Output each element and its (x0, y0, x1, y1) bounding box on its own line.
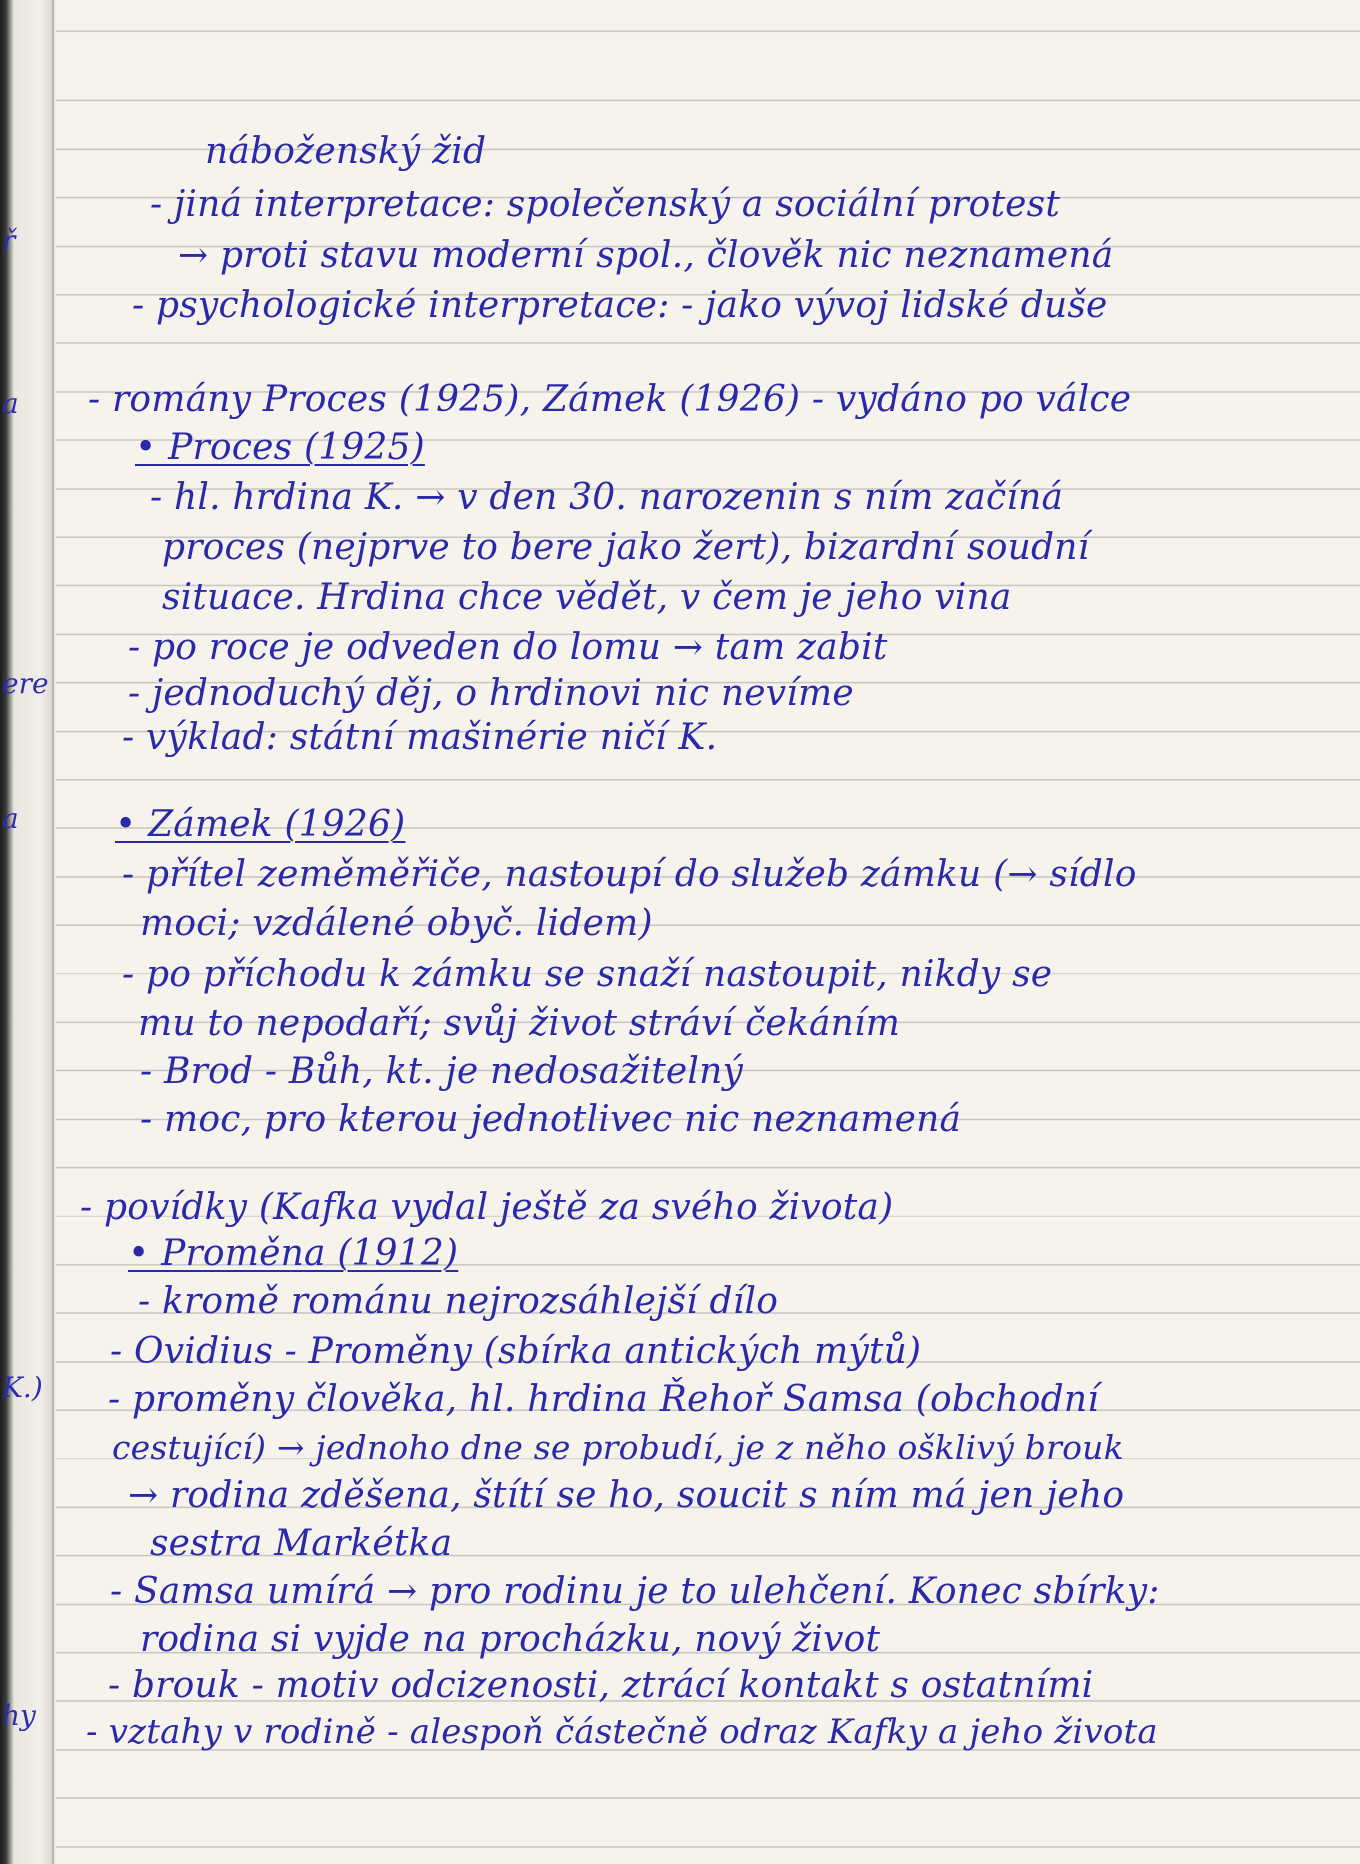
note-line: - psychologické interpretace: - jako vývoj lidské duše (132, 285, 1108, 326)
margin-fragment: ere (2, 668, 49, 700)
note-line: - povídky (Kafka vydal ještě za svého života) (80, 1187, 894, 1228)
note-line: cestující) → jednoho dne se probudí, je z něho ošklivý brouk (112, 1428, 1124, 1467)
margin-fragment: K.) (2, 1372, 43, 1404)
note-line: - romány Proces (1925), Zámek (1926) - vydáno po válce (88, 379, 1132, 420)
note-line: - jiná interpretace: společenský a sociální protest (150, 184, 1061, 225)
note-line: - proměny člověka, hl. hrdina Řehoř Samsa (obchodní (108, 1379, 1100, 1420)
section-heading: • Proces (1925) (135, 427, 425, 468)
note-line: sestra Markétka (150, 1523, 453, 1564)
note-line: proces (nejprve to bere jako žert), bizardní soudní (162, 527, 1090, 568)
margin-line (52, 0, 54, 1864)
margin-fragment: hy (2, 1700, 36, 1732)
note-line: - přítel zeměměřiče, nastoupí do služeb zámku (→ sídlo (122, 854, 1137, 895)
note-line: → rodina zděšena, štítí se ho, soucit s ním má jen jeho (128, 1475, 1125, 1516)
note-line: situace. Hrdina chce vědět, v čem je jeho vina (162, 577, 1012, 618)
margin-fragment: a (2, 388, 19, 420)
note-line: - kromě románu nejrozsáhlejší dílo (138, 1281, 779, 1322)
note-line: mu to nepodaří; svůj život stráví čekáním (138, 1003, 901, 1044)
note-line: - Ovidius - Proměny (sbírka antických mýtů) (110, 1331, 922, 1372)
note-line: - Brod - Bůh, kt. je nedosažitelný (140, 1051, 744, 1092)
section-heading: • Proměna (1912) (128, 1233, 459, 1274)
note-line: - vztahy v rodině - alespoň částečně odraz Kafky a jeho života (86, 1712, 1158, 1752)
note-line: moci; vzdálené obyč. lidem) (140, 903, 653, 944)
note-line: - brouk - motiv odcizenosti, ztrácí kontakt s ostatními (108, 1665, 1094, 1706)
note-line: - jednoduchý děj, o hrdinovi nic nevíme (128, 673, 854, 714)
note-line: - po příchodu k zámku se snaží nastoupit, nikdy se (122, 954, 1053, 995)
margin-fragment: a (2, 803, 19, 835)
margin-fragment: ř (2, 225, 16, 257)
note-line: - Samsa umírá → pro rodinu je to ulehčení. Konec sbírky: (110, 1571, 1160, 1612)
note-line: - hl. hrdina K. → v den 30. narozenin s ním začíná (150, 477, 1064, 518)
note-line: - po roce je odveden do lomu → tam zabit (128, 627, 888, 668)
note-line: → proti stavu moderní spol., člověk nic neznamená (178, 235, 1114, 276)
note-line: náboženský žid (205, 131, 487, 172)
note-line: - moc, pro kterou jednotlivec nic neznamená (140, 1099, 962, 1140)
notebook-binding (0, 0, 56, 1864)
note-line: rodina si vyjde na procházku, nový život (140, 1619, 881, 1660)
note-line: - výklad: státní mašinérie ničí K. (122, 717, 718, 758)
section-heading: • Zámek (1926) (115, 804, 406, 845)
